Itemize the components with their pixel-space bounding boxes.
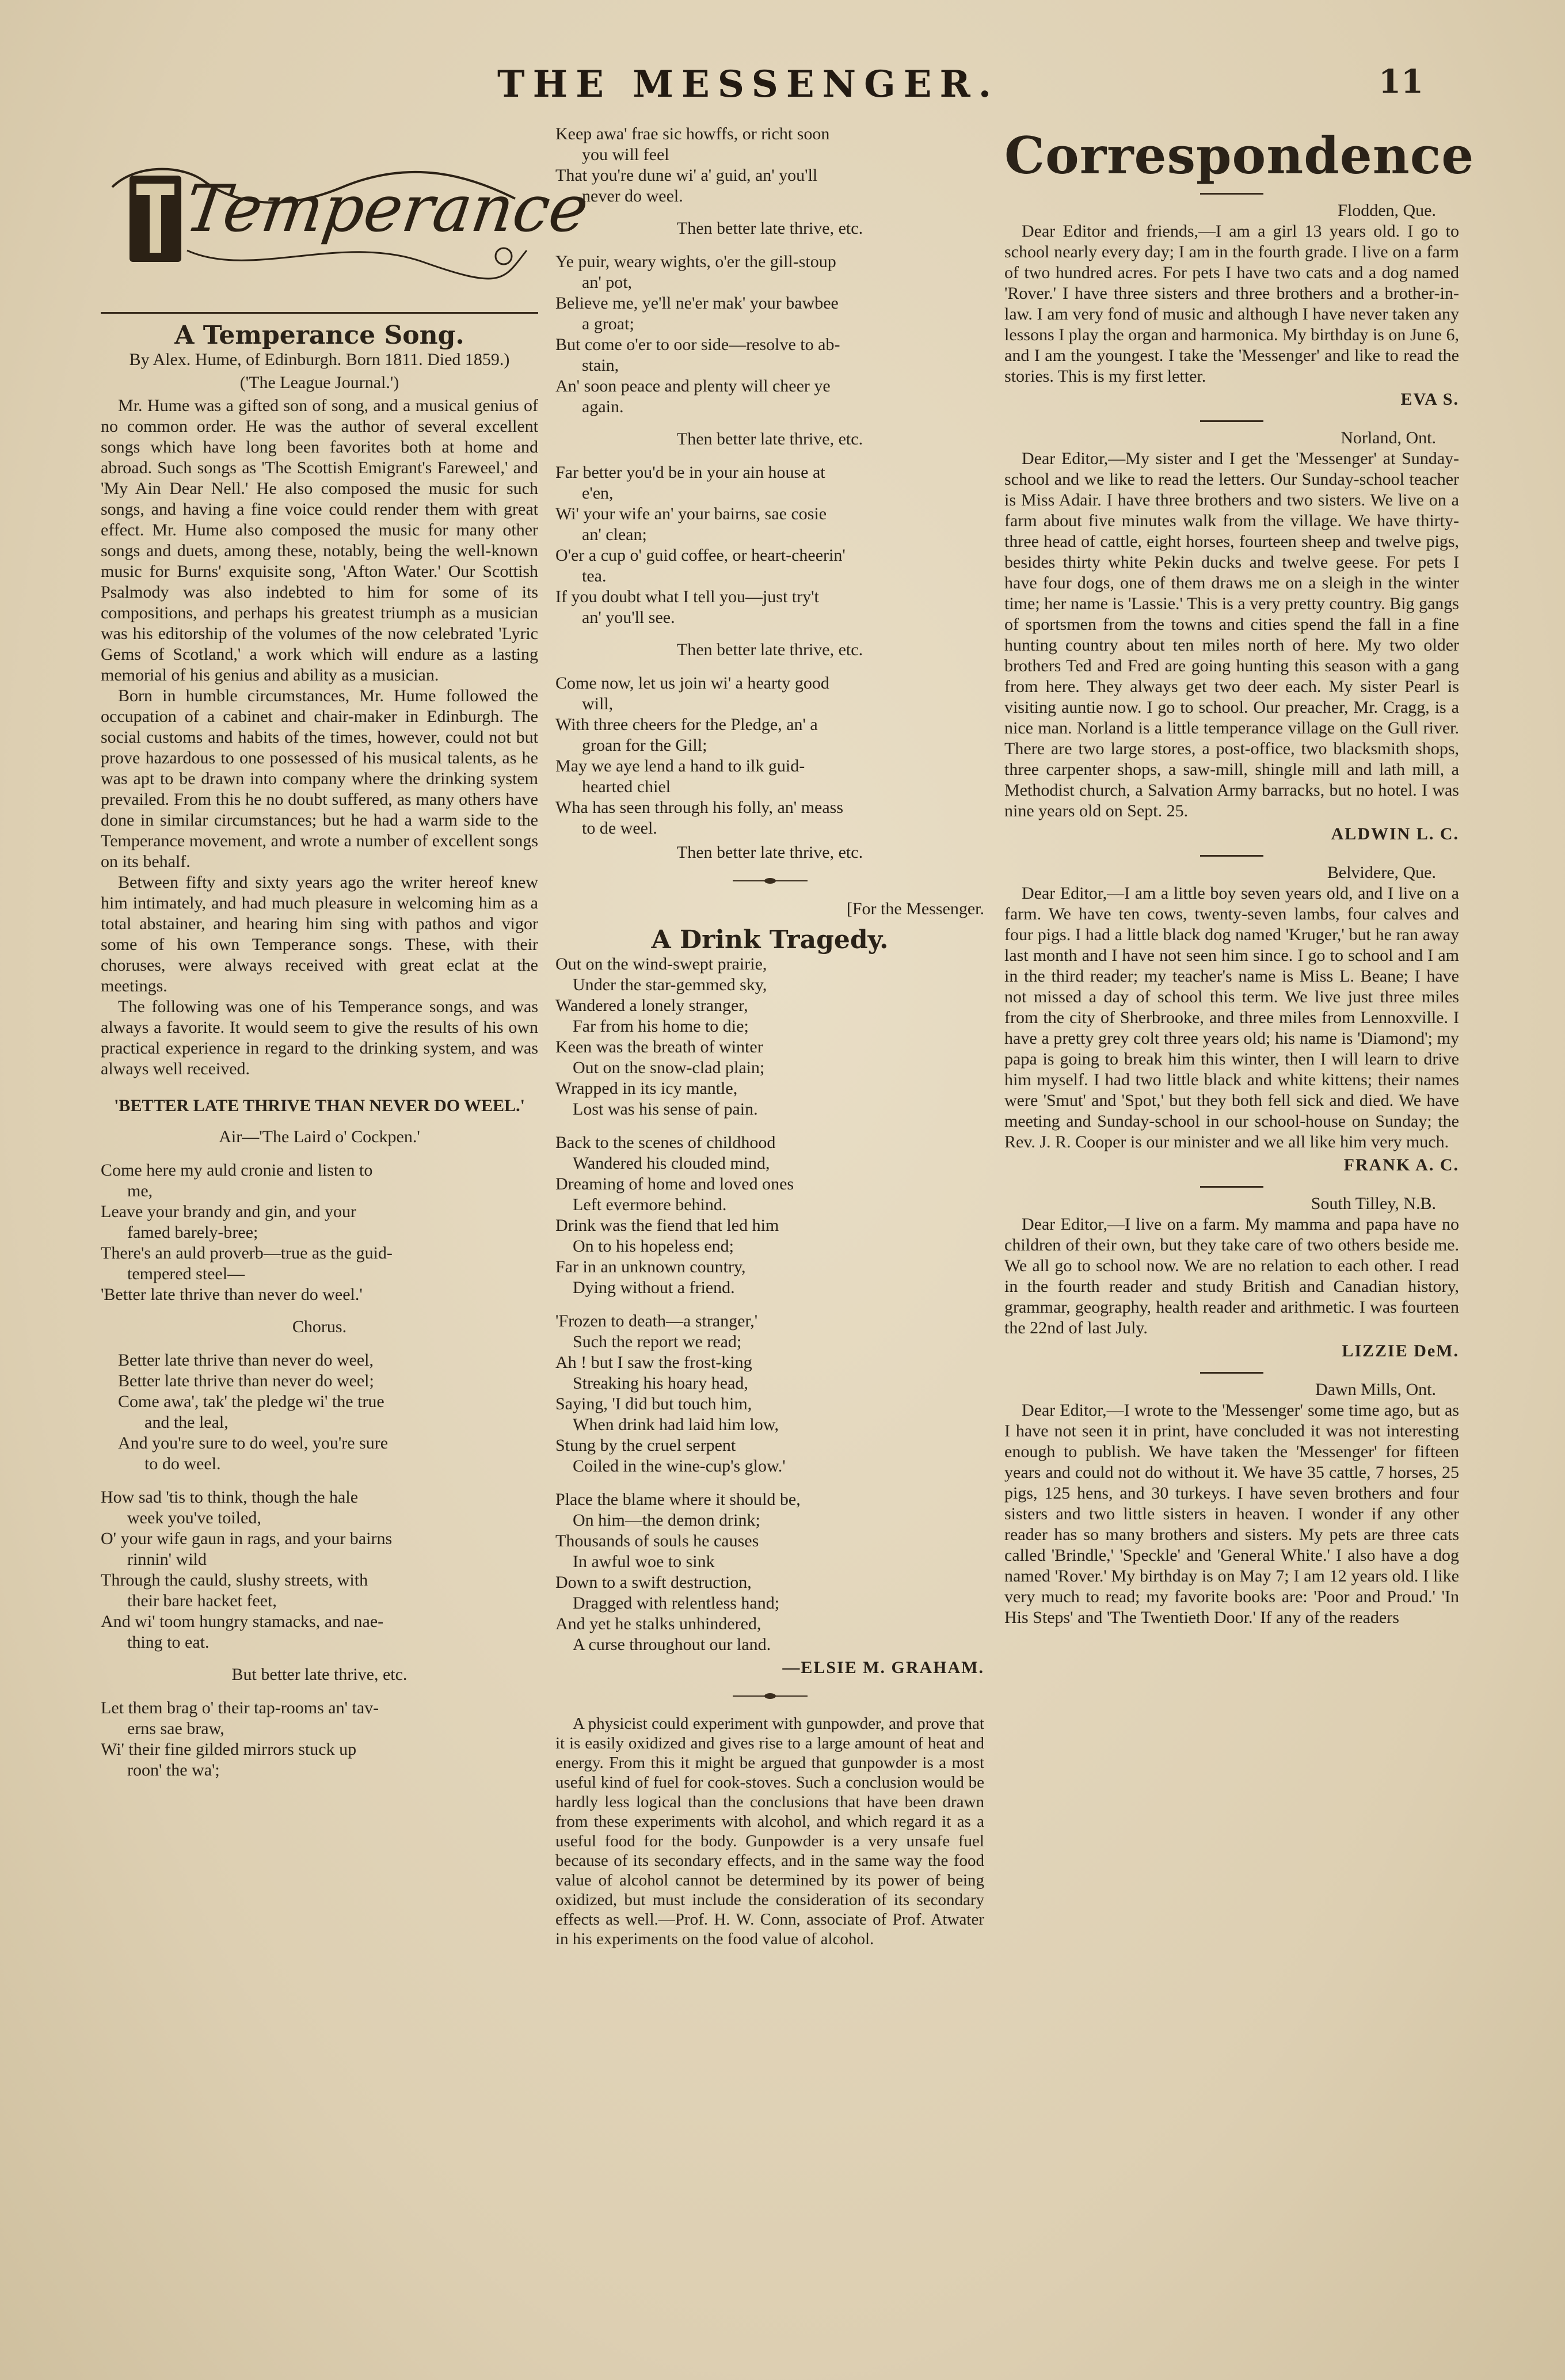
heading-art-word: Temperance	[180, 172, 593, 246]
verse-line: Lost was his sense of pain.	[573, 1100, 758, 1119]
verse-line: Wrapped in its icy mantle,	[555, 1079, 738, 1098]
verse-line: Leave your brandy and gin, and your	[101, 1202, 357, 1221]
source-note: ('The League Journal.')	[239, 373, 399, 392]
verse-line: Wi' your wife an' your bairns, sae cosie	[555, 504, 827, 523]
refrain: Then better late thrive, etc.	[676, 843, 863, 862]
letter	[1004, 200, 1459, 410]
verse-line: On to his hopeless end;	[573, 1237, 734, 1256]
article-paragraph: Between fifty and sixty years ago the writer hereof knew him intimately, and had much pleasure in welcoming him as a total abstainer, and hearing him sing with pathos and vigor some of his own Temperance songs. These, with their choruses, were always received with great eclat at the meetings.	[101, 873, 538, 995]
verse-line: Let them brag o' their tap-rooms an' tav-	[101, 1698, 379, 1717]
verse-line: tempered steel—	[127, 1264, 245, 1283]
verse-line: Wandered a lonely stranger,	[555, 996, 748, 1015]
verse-line: Out on the snow-clad plain;	[573, 1058, 765, 1077]
letter	[1004, 862, 1459, 1176]
verse-line: e'en,	[582, 484, 614, 503]
ornament-divider	[733, 878, 808, 884]
letter-place: Belvidere, Que.	[1327, 863, 1436, 882]
gunpowder-paragraph: A physicist could experiment with gunpowder, and prove that it is easily oxidized and gives rise to a large amount of heat and energy. From this it might be argued that gunpowder is a most useful kind of fuel for cook-stoves. Such a conclusion would be hardly less logical than the conclusions that have been drawn from these experiments with alcohol, and which regard it as a useful food for the body. Gunpowder is a very unsafe fuel because of its secondary effects, and in the same way the food value of alcohol cannot be determined by its power of being oxidized, but must include the consideration of its secondary effects as well.—Prof. H. W. Conn, associate of Prof. Atwater in his experiments on the food value of alcohol.	[555, 1714, 984, 1948]
poem-author: —ELSIE M. GRAHAM.	[782, 1658, 984, 1677]
title-rule	[1200, 193, 1263, 195]
letter-body: Dear Editor,—I wrote to the 'Messenger' some time ago, but as I have not seen it in print, have concluded it was not interesting enough to publish. We have taken the 'Messenger' for fifteen years and could not do without it. We have 35 cattle, 7 horses, 25 pigs, 125 hens, and 30 turkeys. I have seven brothers and four sisters and two little sisters in heaven. I wonder if any other reader has so many brothers and sisters. My pets are three cats called 'Brindle,' 'Speckle' and 'General White.' I also have a dog named 'Rover.' My birthday is on May 7; I am 12 years old. I like very much to read; my favorite books are: 'Poor and Proud.' 'In His Steps' and 'The Twentieth Door.' If any of the readers	[1004, 1401, 1459, 1627]
letter-place: South Tilley, N.B.	[1311, 1194, 1436, 1213]
letter-signature: FRANK A. C.	[1343, 1155, 1459, 1174]
verse-line: Dragged with relentless hand;	[573, 1594, 780, 1613]
verse-line: Back to the scenes of childhood	[555, 1133, 776, 1152]
verse-line: But come o'er to oor side—resolve to ab-	[555, 335, 840, 354]
poem-stanza	[555, 1311, 984, 1477]
verse-line: Place the blame where it should be,	[555, 1490, 801, 1509]
masthead	[0, 55, 1565, 118]
letter-place: Flodden, Que.	[1338, 201, 1436, 220]
stanza	[101, 1160, 538, 1305]
verse-line: Saying, 'I did but touch him,	[555, 1394, 752, 1413]
letter-place: Norland, Ont.	[1341, 428, 1436, 447]
verse-line: An' soon peace and plenty will cheer ye	[555, 377, 831, 396]
stanza	[101, 1698, 538, 1781]
verse-line: With three cheers for the Pledge, an' a	[555, 715, 818, 734]
verse-line: Left evermore behind.	[573, 1195, 727, 1214]
verse-line: erns sae braw,	[127, 1719, 224, 1738]
letter-divider	[1200, 1186, 1263, 1188]
verse-line: If you doubt what I tell you—just try't	[555, 587, 819, 606]
verse-line: Wha has seen through his folly, an' meass	[555, 798, 844, 817]
verse-line: an' you'll see.	[582, 608, 675, 627]
verse-line: never do weel.	[582, 187, 683, 206]
verse-line: On him—the demon drink;	[573, 1511, 760, 1530]
for-messenger-note: [For the Messenger.	[846, 899, 984, 918]
stanza	[101, 1487, 538, 1653]
verse-line: In awful woe to sink	[573, 1552, 715, 1571]
letter-divider	[1200, 1372, 1263, 1374]
verse-line: Come now, let us join wi' a hearty good	[555, 674, 829, 693]
refrain: Then better late thrive, etc.	[676, 219, 863, 238]
verse-line: hearted chiel	[582, 777, 671, 796]
verse-line: Wi' their fine gilded mirrors stuck up	[101, 1740, 357, 1759]
letter-divider	[1200, 420, 1263, 422]
refrain: Then better late thrive, etc.	[676, 429, 863, 448]
verse-line: Keen was the breath of winter	[555, 1037, 763, 1056]
verse-line: a groat;	[582, 314, 634, 333]
verse-line: an' pot,	[582, 273, 633, 292]
verse-line: Wandered his clouded mind,	[573, 1154, 770, 1173]
verse-line: Streaking his hoary head,	[573, 1374, 748, 1393]
verse-line: There's an auld proverb—true as the guid-	[101, 1244, 393, 1263]
verse-line: Such the report we read;	[573, 1332, 742, 1351]
verse-line: stain,	[582, 356, 619, 375]
letter	[1004, 1379, 1459, 1628]
verse-line: will,	[582, 694, 614, 713]
ornament-divider	[733, 1693, 808, 1699]
verse-line: tea.	[582, 567, 607, 586]
verse-line: Ye puir, weary wights, o'er the gill-stoup	[555, 252, 836, 271]
stanza	[555, 124, 984, 207]
verse-line: an' clean;	[582, 525, 647, 544]
chorus-label: Chorus.	[292, 1317, 347, 1336]
verse-line: Through the cauld, slushy streets, with	[101, 1571, 368, 1590]
verse-line: me,	[127, 1181, 153, 1200]
letter-body: Dear Editor and friends,—I am a girl 13 years old. I go to school nearly every day; I am in the fourth grade. I live on a farm of two hundred acres. For pets I have two cats and a dog named 'Rover.' I have three sisters and three brothers and a brother-in-law. I am very fond of music and although I have never taken any lessons I play the organ and harmonica. My birthday is on June 6, and I am the youngest. I take the 'Messenger' and like to read the stories. This is my first letter.	[1004, 222, 1459, 386]
verse-line: their bare hacket feet,	[127, 1591, 277, 1610]
verse-line: Far in an unknown country,	[555, 1257, 746, 1276]
verse-line: Dying without a friend.	[573, 1278, 735, 1297]
verse-line: thing to eat.	[127, 1633, 210, 1652]
verse-line: again.	[582, 397, 624, 416]
verse-line: Believe me, ye'll ne'er mak' your bawbee	[555, 294, 839, 313]
verse-line: to do weel.	[144, 1454, 221, 1473]
verse-line: and the leal,	[144, 1413, 229, 1432]
stanza	[555, 252, 984, 417]
letter	[1004, 1193, 1459, 1362]
verse-line: Far from his home to die;	[573, 1017, 749, 1036]
verse-line: rinnin' wild	[127, 1550, 207, 1569]
verse-line: Drink was the fiend that led him	[555, 1216, 779, 1235]
verse-line: 'Better late thrive than never do weel.'	[101, 1285, 363, 1304]
letter-body: Dear Editor,—My sister and I get the 'Messenger' at Sunday-school and we like to read the letters. Our Sunday-school teacher is Miss Adair. I have three brothers and two sisters. We live on a farm about five minutes walk from the village. We have thirty-three head of cattle, eight horses, fourteen sheep and twelve pigs, besides thirty white Pekin ducks and twelve geese. For pets I have four dogs, one of them draws me on a sleigh in the winter time; her name is 'Lassie.' This is a very pretty country. Big gangs of sportsmen from the towns and cities spend the fall in a fine hunting country about ten miles north of here. My two older brothers Ted and Fred are going hunting this season with a gang from here. They always get two deer each. My sister Pearl is visiting auntie now. I go to school. Our preacher, Mr. Cragg, is a nice man. Norland is a little temperance village on the Gull river. There are two large stores, a post-office, two blacksmith shops, three carpenter shops, a saw-mill, shingle mill and lath mill, a Methodist church, a Salvation Army barracks, but no hotel. I was nine years old on Sept. 25.	[1004, 449, 1459, 820]
letter-signature: ALDWIN L. C.	[1331, 824, 1459, 843]
song-article-title: A Temperance Song.	[174, 321, 464, 350]
poem-stanza	[555, 954, 984, 1120]
letter	[1004, 428, 1459, 845]
letter-body: Dear Editor,—I am a little boy seven years old, and I live on a farm. We have ten cows, twenty-seven lambs, four calves and four pigs. I had a little black dog named 'Kruger,' but he ran away last month and I have not seen him since. I go to school and I am in the third reader; my teacher's name is Miss L. Beane; I have not missed a day of school this term. We live just three miles from the city of Sherbrooke, and three miles from Lennoxville. I have a pretty grey colt three years old; his name is 'Diamond'; my papa is going to break him this winter, then I will learn to drive him myself. I had two little black and white kittens; their names were 'Smut' and 'Spot,' but they both fell sick and died. We have meeting and Sunday-school in our school-house on Sunday; the Rev. J. R. Cooper is our minister and we all like him very much.	[1004, 884, 1459, 1151]
verse-line: And yet he stalks unhindered,	[555, 1614, 761, 1633]
verse-line: O' your wife gaun in rags, and your bairns	[101, 1529, 393, 1548]
verse-line: That you're dune wi' a' guid, an' you'll	[555, 166, 818, 185]
stanza	[555, 673, 984, 839]
song-air: Air—'The Laird o' Cockpen.'	[219, 1127, 420, 1146]
verse-line: groan for the Gill;	[582, 736, 707, 755]
refrain: But better late thrive, etc.	[231, 1665, 408, 1684]
letter-body: Dear Editor,—I live on a farm. My mamma and papa have no children of their own, but they take care of two others beside me. We all go to school now. We are no relation to each other. I read in the fourth reader and study British and Canadian history, grammar, geography, health reader and arithmetic. I was fourteen the 22nd of last July.	[1004, 1215, 1459, 1337]
verse-line: Down to a swift destruction,	[555, 1573, 752, 1592]
temperance-heading-art	[101, 124, 593, 314]
verse-line: Keep awa' frae sic howffs, or richt soon	[555, 124, 830, 143]
byline: By Alex. Hume, of Edinburgh. Born 1811. Died 1859.)	[129, 350, 510, 369]
verse-line: Stung by the cruel serpent	[555, 1436, 736, 1455]
verse-line: May we aye lend a hand to ilk guid-	[555, 756, 805, 775]
verse-line: Under the star-gemmed sky,	[573, 975, 767, 994]
verse-line: Better late thrive than never do weel,	[118, 1351, 374, 1370]
verse-line: And wi' toom hungry stamacks, and nae-	[101, 1612, 384, 1631]
chorus	[101, 1350, 538, 1474]
verse-line: Ah ! but I saw the frost-king	[555, 1353, 752, 1372]
letter-place: Dawn Mills, Ont.	[1315, 1380, 1436, 1399]
poem-title: A Drink Tragedy.	[651, 925, 889, 955]
verse-line: roon' the wa';	[127, 1761, 220, 1780]
stanza	[555, 462, 984, 628]
verse-line: Dreaming of home and loved ones	[555, 1174, 794, 1193]
verse-line: week you've toiled,	[127, 1508, 261, 1527]
verse-line: A curse throughout our land.	[573, 1635, 771, 1654]
verse-line: Come awa', tak' the pledge wi' the true	[118, 1392, 384, 1411]
article-paragraph: Born in humble circumstances, Mr. Hume followed the occupation of a cabinet and chair-maker in Edinburgh. The social customs and habits of the times, however, could not but prove hazardous to one possessed of his musical talents, as he was apt to be drawn into company where the drinking system prevailed. From this he no doubt suffered, as many others have done in similar circumstances; but he had a warm side to the Temperance movement, and wrote a number of excellent songs on its behalf.	[101, 686, 538, 871]
article-paragraph: Mr. Hume was a gifted son of song, and a musical genius of no common order. He was the author of several excellent songs which have long been favorites both at home and abroad. Such songs as 'The Scottish Emigrant's Fareweel,' and 'My Ain Dear Nell.' He also composed the music for such songs, and having a fine voice could render them with great effect. Mr. Hume also composed the music for many other songs and duets, among these, notably, being the well-known music for Burns' exquisite song, 'Afton Water.' Our Scottish Psalmody was also indebted to him for some of its compositions, and perhaps his greatest triumph as a musician was his editorship of the volumes of the now celebrated 'Lyric Gems of Scotland,' a work which will endure as a lasting memorial of his genius and ability as a musician.	[101, 396, 538, 685]
refrain: Then better late thrive, etc.	[676, 640, 863, 659]
verse-line: Coiled in the wine-cup's glow.'	[573, 1457, 786, 1476]
poem-stanza	[555, 1132, 984, 1298]
column-correspondence	[1004, 124, 1475, 2369]
page-number: 11	[1379, 63, 1423, 101]
song-title: 'BETTER LATE THRIVE THAN NEVER DO WEEL.'	[114, 1096, 525, 1115]
poem-stanza	[555, 1489, 984, 1655]
verse-line: When drink had laid him low,	[573, 1415, 779, 1434]
letter-signature: LIZZIE DeM.	[1342, 1341, 1459, 1360]
column-poems	[555, 124, 984, 2369]
verse-line: Better late thrive than never do weel;	[118, 1371, 374, 1390]
heading-rule	[101, 312, 538, 314]
correspondence-title: Correspondence	[1004, 126, 1475, 185]
verse-line: And you're sure to do weel, you're sure	[118, 1434, 389, 1453]
letter-divider	[1200, 855, 1263, 857]
verse-line: Far better you'd be in your ain house at	[555, 463, 825, 482]
verse-line: famed barely-bree;	[127, 1223, 258, 1242]
verse-line: you will feel	[582, 145, 669, 164]
verse-line: Come here my auld cronie and listen to	[101, 1161, 373, 1180]
verse-line: 'Frozen to death—a stranger,'	[555, 1311, 758, 1330]
article-paragraph: The following was one of his Temperance songs, and was always a favorite. It would seem to give the results of his own practical experience in regard to the drinking system, and was always well received.	[101, 997, 538, 1078]
letter-signature: EVA S.	[1400, 390, 1459, 409]
newspaper-title: THE MESSENGER.	[497, 63, 999, 106]
verse-line: O'er a cup o' guid coffee, or heart-cheerin'	[555, 546, 846, 565]
verse-line: Thousands of souls he causes	[555, 1531, 759, 1550]
column-temperance	[101, 124, 593, 2369]
verse-line: How sad 'tis to think, though the hale	[101, 1488, 359, 1507]
verse-line: to de weel.	[582, 819, 657, 838]
verse-line: Out on the wind-swept prairie,	[555, 955, 767, 974]
